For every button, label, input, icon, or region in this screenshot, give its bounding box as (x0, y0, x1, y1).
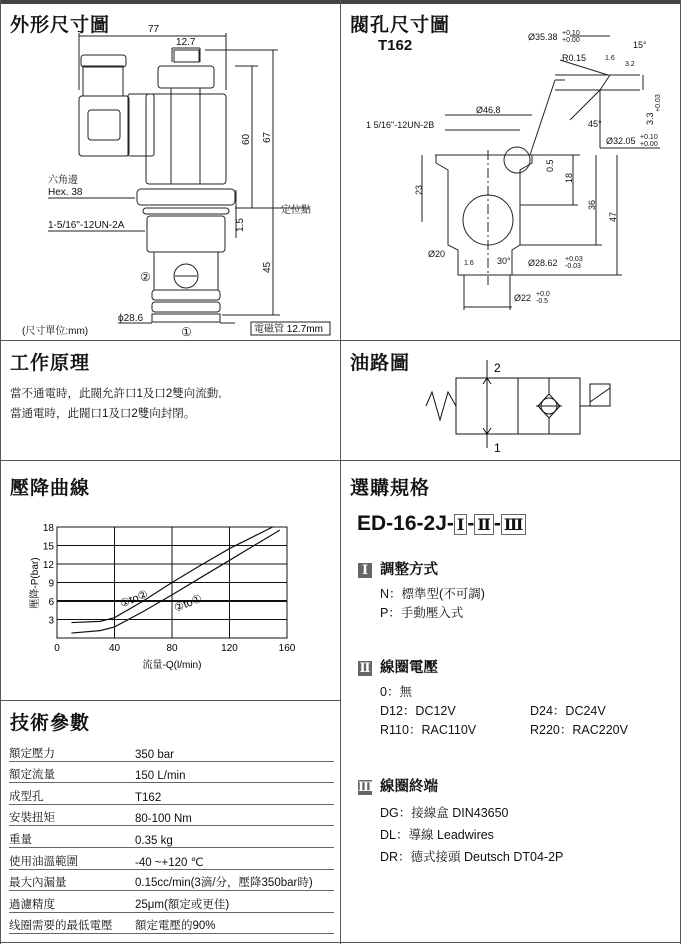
divider (0, 942, 681, 943)
y-tick-label: 12 (42, 560, 54, 571)
spec-label: 使用油溫範圍 (9, 847, 135, 869)
group-title: 線圈終端 (380, 779, 438, 795)
dash: - (493, 512, 501, 535)
group-coil-terminal (358, 775, 563, 868)
port-2-label: 2 (494, 361, 501, 375)
group-adjustment (358, 558, 485, 623)
port-1-label: 1 (494, 441, 501, 455)
model-prefix: ED-16-2J- (357, 512, 454, 535)
specs-title: 技術參數 (10, 713, 91, 734)
roughness-3-2: 3.2 (625, 61, 635, 68)
x-tick-label: 80 (166, 643, 178, 654)
principle-line: 當通電時，此閥口1及口2雙向封閉。 (10, 408, 196, 420)
y-tick-label: 9 (48, 578, 54, 590)
divider (0, 700, 340, 701)
spec-row (9, 912, 334, 934)
option-item: D12：DC12V (380, 704, 456, 718)
tol: +0.00 (640, 141, 658, 148)
port-2-label: ② (140, 270, 151, 284)
option-item: P：手動壓入式 (380, 606, 464, 620)
roman-badge: Ⅲ (358, 780, 374, 795)
spec-row (9, 804, 334, 826)
spec-label: 成型孔 (9, 783, 135, 805)
x-axis-label: 流量-Q(l/min) (142, 660, 202, 671)
series-label: ①to② (118, 588, 150, 611)
spec-value: 0.15cc/min(3滴/分，壓降350bar時) (135, 869, 334, 891)
principle-text (10, 384, 222, 424)
roman-badge: Ⅱ (359, 661, 371, 676)
group-title: 線圈電壓 (380, 660, 438, 676)
option-box-3: Ⅲ (501, 514, 526, 535)
dim-1-5: 1.5 (235, 218, 246, 232)
option-item: DR：德式接頭 Deutsch DT04-2P (380, 850, 564, 864)
locating-point-label: 定位點 (281, 205, 311, 216)
dim-36: 36 (587, 199, 597, 210)
option-item: R220：RAC220V (530, 723, 628, 737)
spec-value: -40 ~+120 ℃ (135, 847, 334, 869)
dim-47: 47 (608, 211, 618, 222)
dim-3-3: 3.3 (645, 112, 655, 125)
option-item: 0：無 (380, 685, 412, 699)
specs-table (9, 740, 334, 934)
y-axis-label: 壓降-P(bar) (30, 557, 41, 609)
dim-1-6b: 1.6 (464, 260, 474, 267)
ordering-title: 選購規格 (350, 478, 431, 499)
spec-value: 額定電壓的90% (135, 912, 334, 934)
port-1-label: ① (181, 325, 192, 339)
dim-r0-15: R0.15 (562, 53, 587, 63)
tol: +0.10 (562, 30, 580, 37)
option-item: DL：導線 Leadwires (380, 828, 494, 842)
thread-label: 1 5/16"-12UN-2B (366, 120, 435, 130)
spec-value: 80-100 Nm (135, 804, 334, 826)
outline-drawing (0, 0, 340, 340)
spec-label: 重量 (9, 826, 135, 848)
angle-45: 45° (588, 119, 602, 129)
y-tick-label: 6 (48, 597, 54, 608)
spec-label: 安裝扭矩 (9, 804, 135, 826)
spec-label: 最大內漏量 (9, 869, 135, 891)
cavity-drawing (340, 0, 680, 340)
dim-60: 60 (241, 133, 252, 145)
roman-badge: Ⅰ (358, 563, 372, 578)
option-item: DG：接線盒 DIN43650 (380, 806, 509, 820)
pressure-drop-chart (0, 500, 340, 680)
dim-32-05: Ø32.05 (606, 136, 636, 146)
option-item: R110：RAC110V (380, 723, 477, 737)
dim-35-38: Ø35.38 (528, 32, 558, 42)
dim-18: 18 (564, 172, 574, 183)
dim-1-6: 1.6 (605, 55, 615, 62)
dim-45: 45 (262, 261, 273, 273)
tol: +0.0 (536, 291, 550, 298)
spec-value: T162 (135, 783, 334, 805)
dim-46-8: Ø46.8 (476, 105, 501, 115)
spec-row (9, 740, 334, 761)
outline-title: 外形尺寸圖 (10, 15, 111, 36)
spec-row (9, 891, 334, 913)
circuit-title: 油路圖 (350, 353, 411, 374)
thread-label: 1-5/16"-12UN-2A (48, 220, 125, 231)
x-tick-label: 40 (108, 643, 121, 654)
group-title: 調整方式 (380, 562, 438, 578)
dim-28-62: Ø28.62 (528, 258, 558, 268)
principle-line: 當不通電時，此閥允許口1及口2雙向流動, (10, 388, 222, 400)
dim-20: Ø20 (428, 249, 446, 259)
dim-67: 67 (262, 131, 273, 143)
option-item: D24：DC24V (530, 704, 606, 718)
tol: -0.03 (565, 263, 581, 270)
dim-23: 23 (414, 184, 424, 195)
dim-22: Ø22 (514, 293, 532, 303)
units-note: (尺寸單位:mm) (22, 326, 89, 337)
tol: +0.03 (655, 94, 662, 112)
hex-value: Hex. 38 (48, 187, 83, 198)
spec-value: 150 L/min (135, 761, 334, 783)
principle-title: 工作原理 (10, 353, 91, 374)
spec-label: 額定流量 (9, 761, 135, 783)
option-item: N：標準型(不可調) (380, 587, 485, 601)
spec-label: 线圈需要的最低電壓 (9, 912, 135, 934)
dim-77: 77 (148, 24, 160, 35)
tol: +0.10 (640, 134, 658, 141)
spec-label: 額定壓力 (9, 740, 135, 761)
tol: +0.00 (562, 37, 580, 44)
model-code (357, 512, 526, 536)
spec-row (9, 783, 334, 805)
spec-value: 350 bar (135, 740, 334, 761)
spec-row (9, 847, 334, 869)
spec-row (9, 869, 334, 891)
y-tick-label: 3 (48, 615, 54, 627)
cavity-code: T162 (378, 37, 413, 54)
series-label: ②to① (172, 592, 204, 615)
tol: +0.03 (565, 256, 583, 263)
spec-row (9, 826, 334, 848)
curve-title: 壓降曲線 (10, 478, 91, 499)
spec-value: 25μm(額定或更佳) (135, 891, 334, 913)
dash: - (467, 512, 475, 535)
spec-row (9, 761, 334, 783)
dim-12-7: 12.7 (176, 37, 196, 48)
x-tick-label: 160 (278, 643, 296, 654)
angle-15: 15° (633, 40, 647, 50)
x-tick-label: 120 (221, 643, 238, 654)
spec-label: 過濾精度 (9, 891, 135, 913)
group-coil-voltage (358, 656, 668, 743)
tol: -0.5 (536, 298, 549, 305)
y-tick-label: 15 (42, 541, 54, 553)
hydraulic-symbol (340, 340, 680, 460)
option-box-2: Ⅱ (474, 514, 493, 535)
y-tick-label: 18 (42, 523, 54, 534)
hex-label: 六角邊 (48, 175, 78, 186)
angle-30: 30° (497, 256, 511, 266)
diameter-label: ϕ28.6 (118, 313, 144, 324)
spec-value: 0.35 kg (135, 826, 334, 848)
dim-0-5: 0.5 (545, 159, 555, 172)
option-box-1: Ⅰ (454, 514, 467, 535)
divider (0, 460, 681, 461)
cavity-title: 閥孔尺寸圖 (350, 15, 451, 36)
coil-tube-note: 電磁管 12.7mm (254, 324, 323, 335)
x-tick-label: 0 (54, 643, 60, 654)
